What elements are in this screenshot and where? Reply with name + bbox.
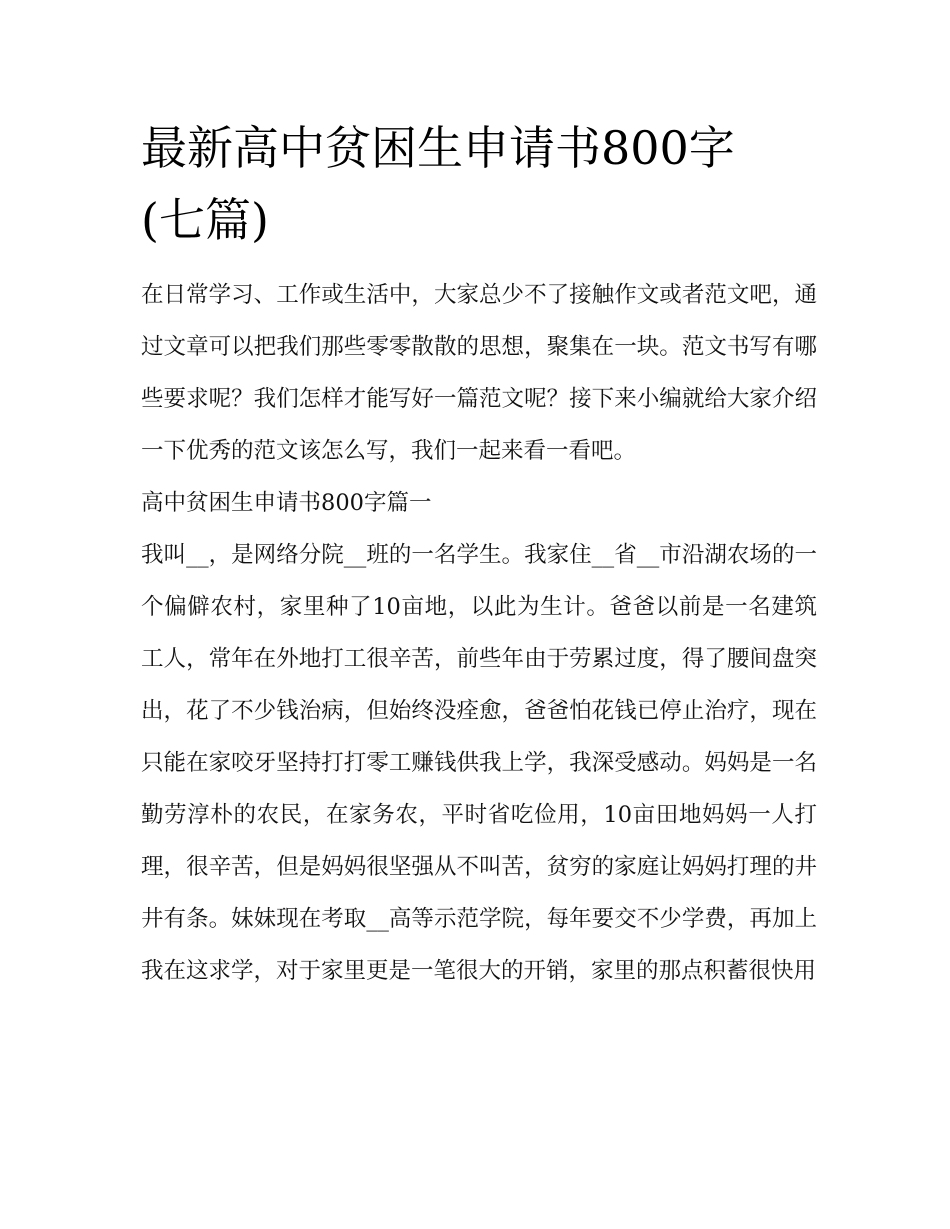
document-body — [141, 269, 817, 997]
document-title — [141, 112, 817, 256]
title-line-1: 最新高中贫困生申请书800字 — [141, 121, 735, 175]
document-content — [141, 112, 817, 997]
intro-paragraph: 在日常学习、工作或生活中，大家总少不了接触作文或者范文吧，通过文章可以把我们那些零零散散的思想，聚集在一块。范文书写有哪些要求呢？我们怎样才能写好一篇范文呢？接下来小编就给大家介绍一下优秀的范文该怎么写，我们一起来看一看吧。 — [141, 282, 817, 464]
section-heading: 高中贫困生申请书800字篇一 — [141, 490, 432, 516]
section-paragraph: 我叫__，是网络分院__班的一名学生。我家住__省__市沿湖农场的一个偏僻农村，家里种了10亩地，以此为生计。爸爸以前是一名建筑工人，常年在外地打工很辛苦，前些年由于劳累过度，得了腰间盘突出，花了不少钱治病，但始终没痊愈，爸爸怕花钱已停止治疗，现在只能在家咬牙坚持打打零工赚钱供我上学，我深受感动。妈妈是一名勤劳淳朴的农民，在家务农，平时省吃俭用，10亩田地妈妈一人打理，很辛苦，但是妈妈很坚强从不叫苦，贫穷的家庭让妈妈打理的井井有条。妹妹现在考取__高等示范学院，每年要交不少学费，再加上我在这求学，对于家里更是一笔很大的开销，家里的那点积蓄很快用 — [141, 542, 817, 984]
title-line-2: (七篇) — [141, 193, 269, 247]
